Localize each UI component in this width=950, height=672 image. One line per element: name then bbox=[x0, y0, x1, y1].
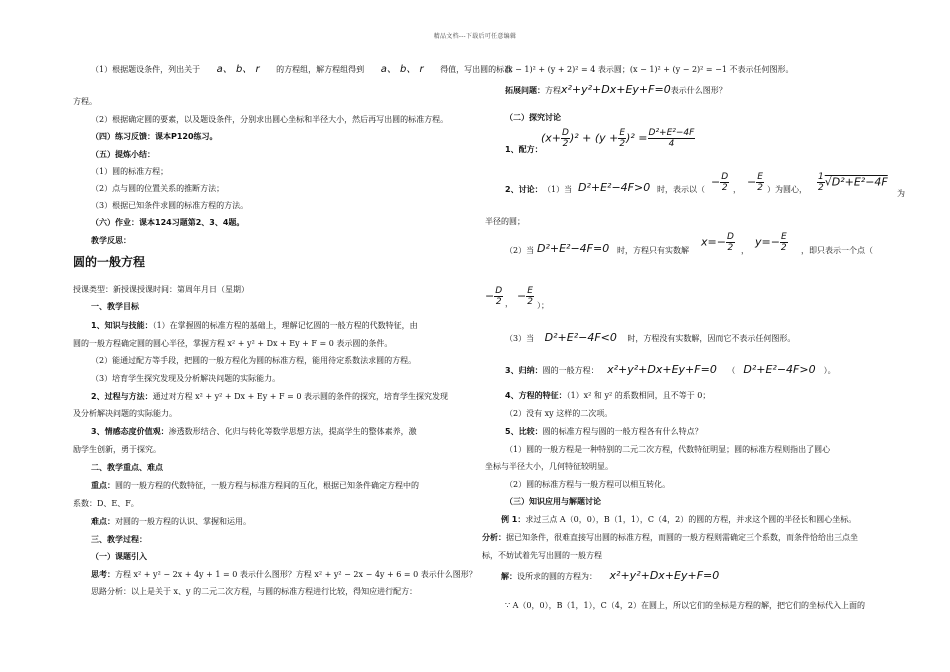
summary-line bbox=[505, 364, 836, 376]
text: （1）在掌握圆的标准方程的基础上，理解记忆圆的一般方程的代数特征，由 bbox=[152, 321, 418, 330]
equation bbox=[541, 128, 695, 149]
section-heading: （二）探究讨论 bbox=[505, 113, 561, 122]
point-y bbox=[517, 286, 534, 307]
denominator: 2 bbox=[818, 183, 824, 193]
text: 设所求的圆的方程为： bbox=[517, 572, 597, 581]
text: ）； bbox=[537, 301, 549, 310]
text: 时，方程没有实数解，因而它不表示任何图形。 bbox=[627, 334, 796, 343]
text: 表示什么图形？ bbox=[670, 86, 727, 95]
text-line bbox=[505, 426, 703, 437]
condition: D²+E²−4F>0 bbox=[743, 363, 816, 376]
text: 求过三点 A（0，0），B（1，1），C（4，2）的圆的方程，并求这个圆的半径长和圆心坐标。 bbox=[525, 515, 857, 524]
text-line bbox=[91, 64, 512, 75]
text: （1）x² 和 y² 的系数相同，且不等于 0； bbox=[566, 391, 711, 400]
text: 得值，写出圆的标准 bbox=[440, 65, 513, 74]
text-line bbox=[501, 570, 719, 582]
text-line: （1）圆的标准方程； bbox=[91, 167, 169, 176]
section-heading: （四）练习反馈：课本P120练习。 bbox=[91, 132, 218, 141]
fraction bbox=[561, 128, 570, 149]
text-line bbox=[91, 320, 418, 331]
minus: − bbox=[517, 289, 527, 303]
numerator: E bbox=[780, 232, 787, 242]
text-line: 半径的圆； bbox=[485, 217, 525, 226]
text: ）为圆心， bbox=[767, 185, 807, 194]
text-line: 授课类型：新授课授课时间：第周年月日（星期） bbox=[73, 285, 249, 294]
text-line bbox=[91, 391, 448, 402]
text: 为 bbox=[897, 189, 905, 198]
label: 1、知识与技能： bbox=[91, 321, 153, 330]
page-header: 精品文档---下载后可任意编辑 bbox=[433, 33, 517, 40]
text: 渗透数形结合、化归与转化等数学思想方法，提高学生的整体素养，激 bbox=[168, 427, 417, 436]
fraction bbox=[648, 128, 696, 149]
denominator: 2 bbox=[495, 297, 502, 307]
label: 分析： bbox=[482, 533, 506, 542]
numerator: E bbox=[527, 286, 533, 296]
fraction bbox=[720, 172, 729, 193]
section-heading: （六）作业：课本124习题第2、3、4题。 bbox=[91, 218, 245, 227]
equation: x²+y²+Dx+Ey+F=0 bbox=[561, 83, 671, 96]
text: 方程 x² + y² − 2x + 4y + 1 = 0 表示什么图形？方程 x² + y² − 2x − 4y + 6 = 0 表示什么图形？ bbox=[115, 570, 477, 579]
text-line: 坐标与半径大小，几何特征较明显。 bbox=[485, 462, 613, 471]
text: 的方程组，解方程组得到 bbox=[276, 65, 365, 74]
section-heading: 教学反思： bbox=[91, 236, 131, 245]
condition: D²+E²−4F=0 bbox=[537, 242, 610, 255]
fraction bbox=[726, 232, 735, 253]
label: 思考： bbox=[91, 570, 115, 579]
numerator: D²+E²−4F bbox=[648, 128, 695, 138]
section-heading: 二、教学重点、难点 bbox=[91, 463, 163, 472]
text-line: 圆的一般方程确定圆的圆心半径，掌握方程 x² + y² + Dx + Ey + F = 0 表示圆的条件。 bbox=[73, 339, 393, 348]
label: 拓展问题： bbox=[505, 86, 545, 95]
text-line: (x − 1)² + (y + 2)² = 4 表示圆；(x − 1)² + (y − 2)² = −1 不表示任何图形。 bbox=[505, 65, 794, 74]
fraction bbox=[756, 172, 764, 193]
label: 重点： bbox=[91, 481, 115, 490]
discussion-2 bbox=[505, 232, 945, 262]
label: 难点： bbox=[91, 517, 115, 526]
discussion-3 bbox=[505, 332, 795, 344]
text-line bbox=[505, 84, 727, 96]
equation: x²+y²+Dx+Ey+F=0 bbox=[607, 363, 717, 376]
eq-part: )² = bbox=[626, 131, 648, 145]
center-x bbox=[711, 172, 729, 193]
minus: − bbox=[485, 289, 495, 303]
section-heading: 一、教学目标 bbox=[91, 302, 139, 311]
variables: a、 b、 r bbox=[216, 64, 260, 75]
x-equals: x=− bbox=[701, 235, 726, 249]
radius bbox=[817, 172, 888, 193]
text-line: （1）圆的一般方程是一种特别的二元二次方程，代数特征明显；圆的标准方程则指出了圆心 bbox=[505, 445, 831, 454]
text-line bbox=[505, 390, 710, 401]
text: ，即只表示一个点（ bbox=[801, 246, 873, 255]
text: （1）当 bbox=[543, 185, 573, 194]
y-solution bbox=[755, 232, 788, 253]
text: 圆的标准方程与圆的一般方程各有什么特点？ bbox=[542, 427, 703, 436]
section-heading: 三、教学过程： bbox=[91, 535, 147, 544]
fraction bbox=[817, 172, 825, 193]
denominator: 4 bbox=[668, 139, 675, 149]
text-line: 思路分析：以上是关于 x、y 的二元二次方程，与圆的标准方程进行比较，得知应进行配方： bbox=[91, 587, 418, 596]
eq-part: (x+ bbox=[541, 131, 562, 145]
text-line: 系数：D、E、F。 bbox=[73, 499, 139, 508]
numerator: D bbox=[721, 172, 729, 182]
condition: D²+E²−4F>0 bbox=[578, 181, 651, 194]
text-line bbox=[501, 514, 856, 525]
section-heading: （五）提炼小结： bbox=[91, 150, 155, 159]
text-line bbox=[91, 480, 419, 491]
fraction bbox=[780, 232, 788, 253]
discussion-1 bbox=[505, 172, 945, 202]
y-equals: y=− bbox=[755, 235, 780, 249]
numerator: D bbox=[562, 128, 569, 138]
text-line bbox=[91, 516, 251, 527]
text: 通过对方程 x² + y² + Dx + Ey + F = 0 表示圆的条件的探究，培育学生探究发现 bbox=[152, 392, 448, 401]
text-line: （2）点与圆的位置关系的推断方法； bbox=[91, 184, 225, 193]
text-line: （2）根据确定圆的要素，以及题设条件，分别求出圆心坐标和半径大小，然后再写出圆的标准方程。 bbox=[91, 115, 449, 124]
label: 4、方程的特征： bbox=[505, 391, 567, 400]
comma: ， bbox=[741, 246, 749, 255]
numerator: D bbox=[495, 286, 503, 296]
label: 2、讨论： bbox=[505, 185, 543, 194]
section-heading: （一）课题引入 bbox=[91, 552, 147, 561]
minus: − bbox=[711, 175, 721, 189]
point-line bbox=[485, 286, 605, 316]
text-line bbox=[91, 569, 477, 580]
text: （ bbox=[727, 366, 736, 375]
comma: ， bbox=[505, 299, 513, 308]
label: 5、比较： bbox=[505, 427, 543, 436]
sqrt-expression: √D²+E²−4F bbox=[824, 175, 888, 189]
denominator: 2 bbox=[619, 139, 626, 149]
text: 圆的一般方程的代数特征，一般方程与标准方程间的互化，根据已知条件确定方程中的 bbox=[115, 481, 419, 490]
variables: a、 b、 r bbox=[380, 64, 424, 75]
text-line: （2）圆的标准方程与一般方程可以相互转化。 bbox=[505, 480, 671, 489]
eq-part: )² + (y + bbox=[569, 131, 619, 145]
numerator: 1 bbox=[818, 172, 824, 182]
text: （1）根据题设条件，列出关于 bbox=[91, 65, 201, 74]
condition: D²+E²−4F<0 bbox=[544, 331, 617, 344]
fraction bbox=[526, 286, 534, 307]
numerator: E bbox=[619, 128, 626, 138]
text-line: （3）培育学生探究发现及分析解决问题的实际能力。 bbox=[91, 374, 281, 383]
section-heading: （三）知识应用与解题讨论 bbox=[505, 497, 601, 506]
minus: − bbox=[747, 175, 757, 189]
text-line: （2）没有 xy 这样的二次项。 bbox=[505, 409, 613, 418]
text-line: 及分析解决问题的实际能力。 bbox=[73, 409, 177, 418]
numerator: D bbox=[726, 232, 734, 242]
text-line bbox=[482, 532, 858, 543]
comma: ， bbox=[733, 185, 741, 194]
text: （2）当 bbox=[505, 246, 535, 255]
text-line: （3）根据已知条件求圆的标准方程的方法。 bbox=[91, 201, 249, 210]
label: 例 1： bbox=[501, 515, 526, 524]
fraction bbox=[618, 128, 626, 149]
denominator: 2 bbox=[527, 297, 533, 307]
numerator: E bbox=[757, 172, 763, 182]
text-line: 方程。 bbox=[73, 97, 97, 106]
text: 对圆的一般方程的认识、掌握和运用。 bbox=[115, 517, 251, 526]
label: 解： bbox=[501, 572, 517, 581]
text-line bbox=[91, 426, 417, 437]
fraction bbox=[494, 286, 503, 307]
text-line: （2）能通过配方等手段，把圆的一般方程化为圆的标准方程，能用待定系数法求圆的方程。 bbox=[91, 356, 417, 365]
x-solution bbox=[701, 232, 735, 253]
text-line: 励学生创新，勇于探究。 bbox=[73, 445, 161, 454]
text: ）。 bbox=[823, 366, 836, 375]
text: 圆的一般方程： bbox=[542, 366, 599, 375]
center-y bbox=[747, 172, 764, 193]
point-x bbox=[485, 286, 503, 307]
lesson-title: 圆的一般方程 bbox=[73, 255, 146, 269]
text: 时，表示以（ bbox=[657, 185, 705, 194]
text: 方程 bbox=[545, 86, 561, 95]
denominator: 2 bbox=[757, 183, 763, 193]
denominator: 2 bbox=[780, 243, 787, 253]
equation: x²+y²+Dx+Ey+F=0 bbox=[609, 569, 720, 582]
text-line: 标，不妨试着先写出圆的一般方程 bbox=[482, 551, 602, 560]
text: 据已知条件，很难直接写出圆的标准方程，而圆的一般方程则需确定三个系数，而条件恰给出三点坐 bbox=[506, 533, 858, 542]
label: 1、配方： bbox=[505, 145, 543, 154]
denominator: 2 bbox=[562, 139, 569, 149]
denominator: 2 bbox=[727, 243, 734, 253]
denominator: 2 bbox=[721, 183, 728, 193]
text: （3）当 bbox=[505, 334, 535, 343]
label: 3、情感态度价值观： bbox=[91, 427, 169, 436]
label: 2、过程与方法： bbox=[91, 392, 153, 401]
label: 3、归纳： bbox=[505, 366, 543, 375]
text: 时，方程只有实数解 bbox=[617, 246, 689, 255]
text-line: ∵ A（0，0），B（1，1），C（4，2）在圆上，所以它们的坐标是方程的解，把它们的坐标代入上面的 bbox=[505, 601, 865, 610]
